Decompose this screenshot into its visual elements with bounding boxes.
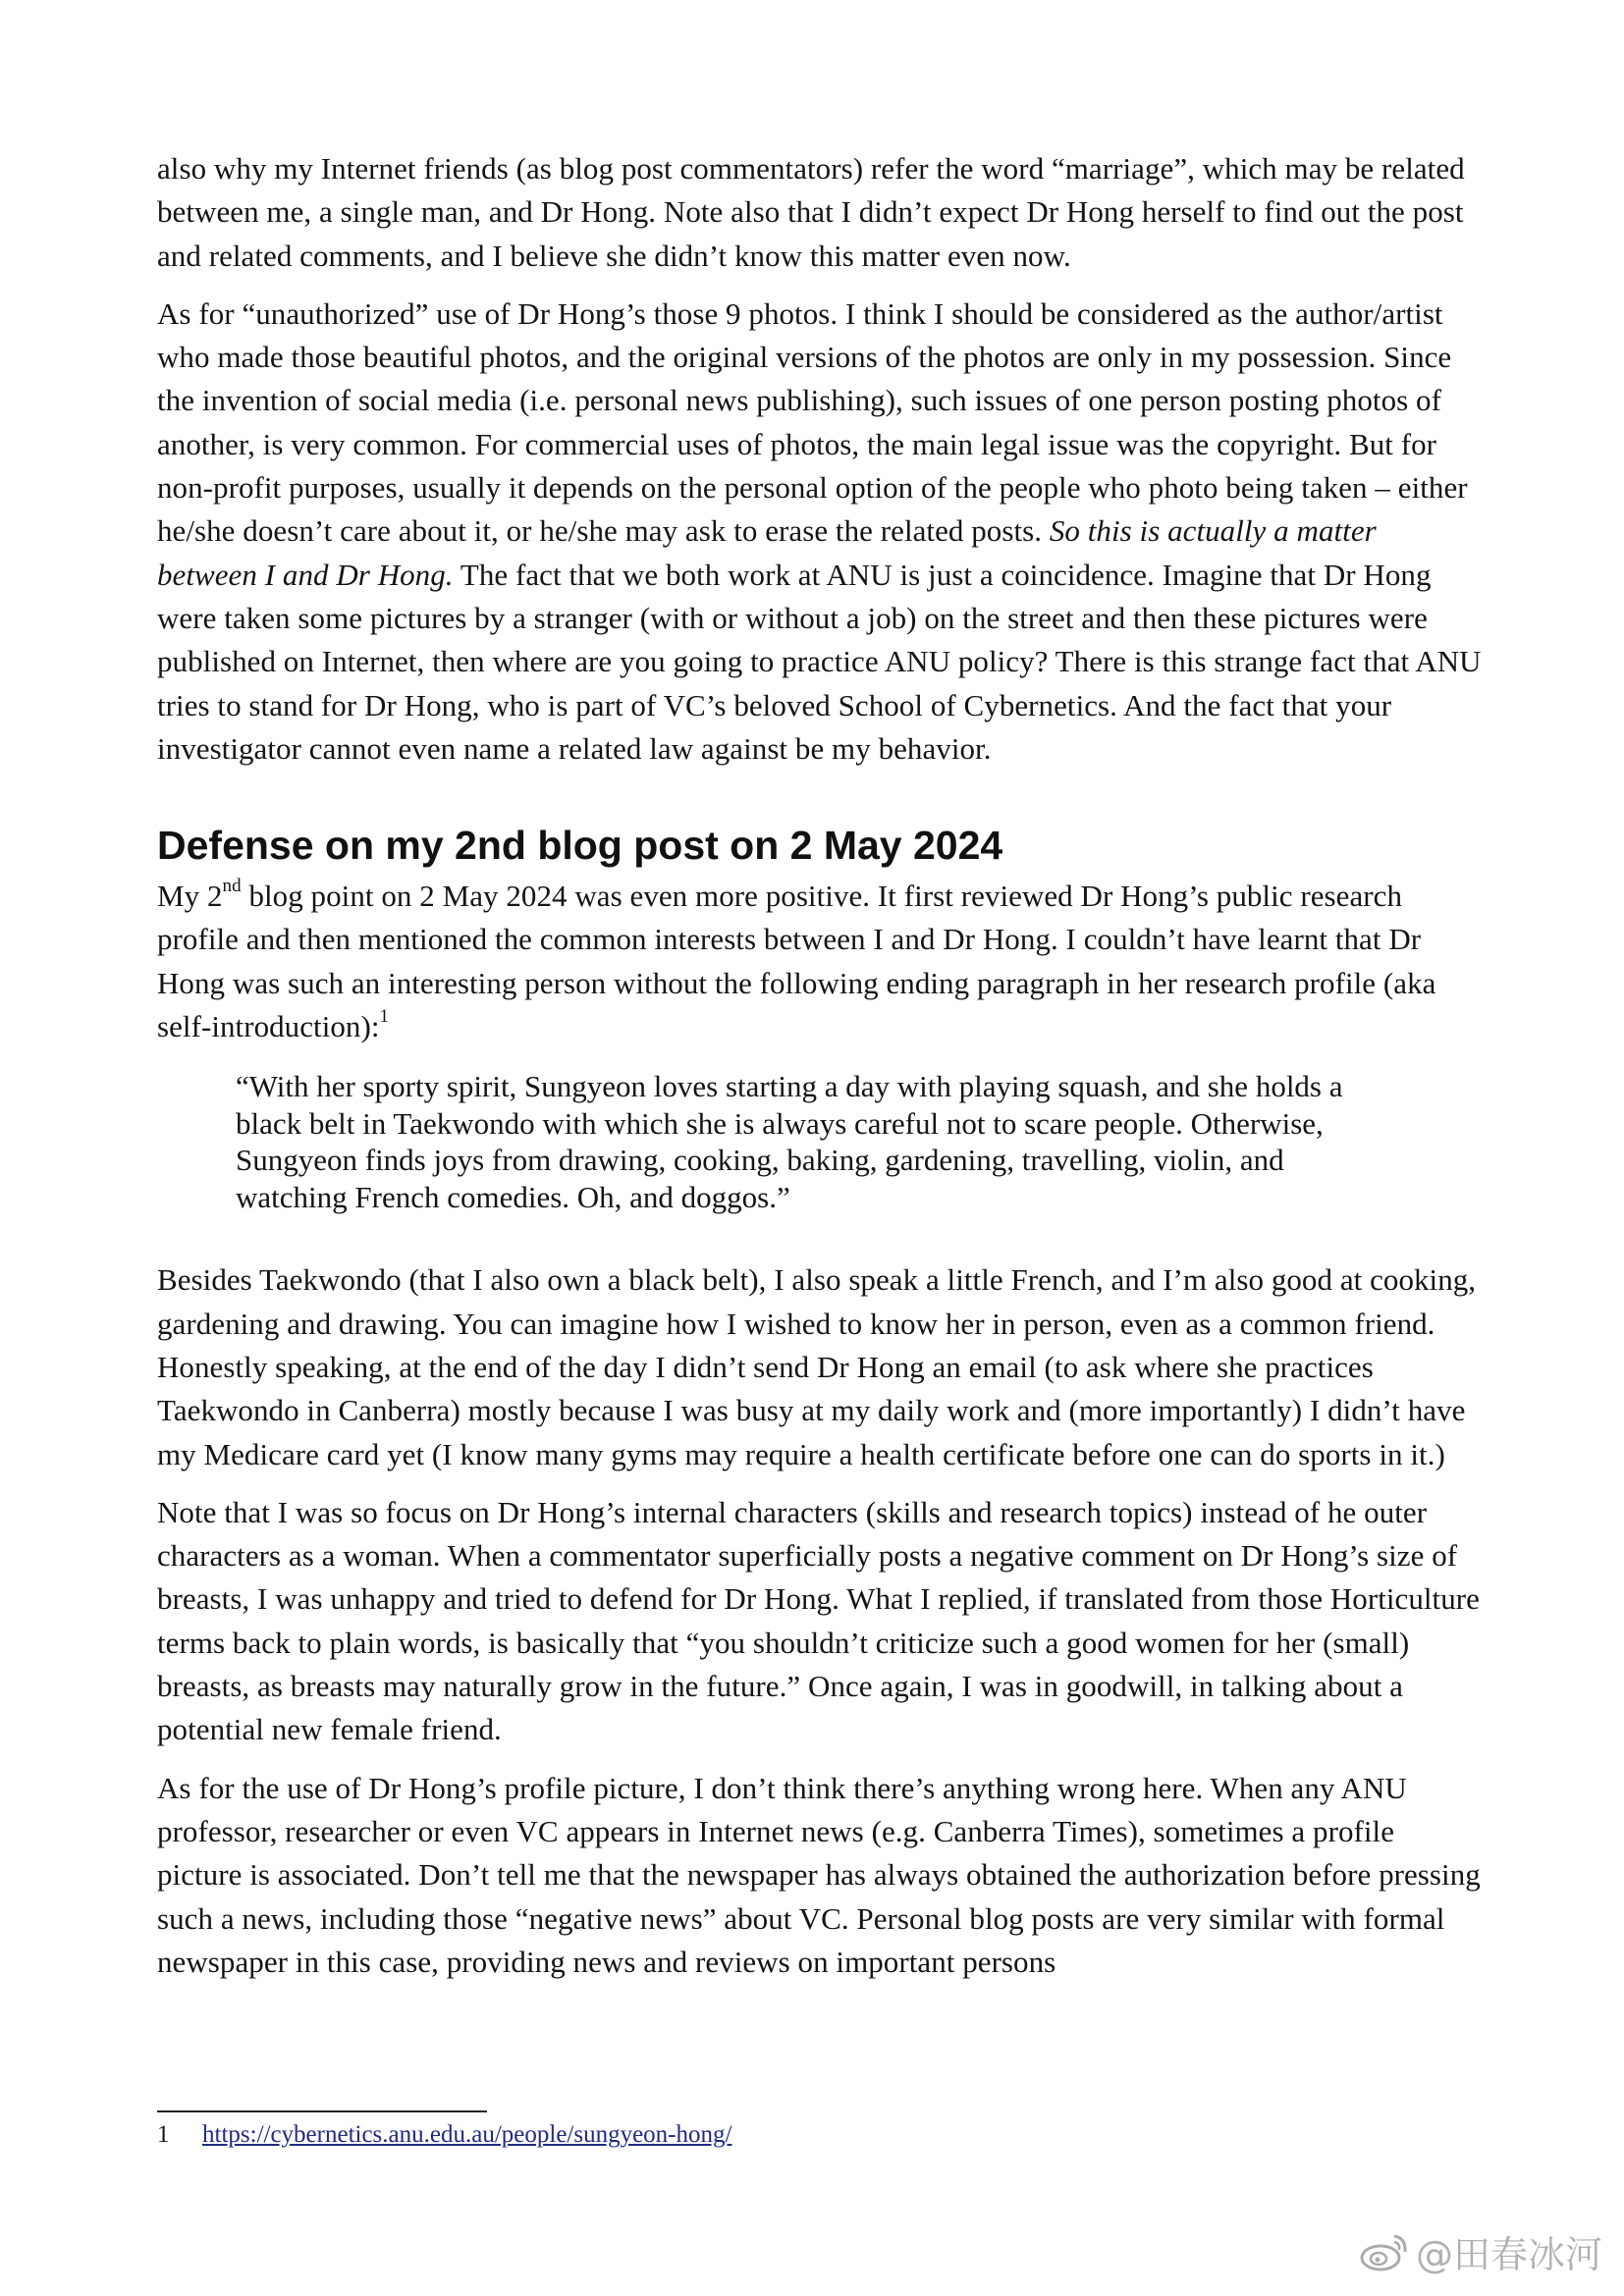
paragraph-second-post xyxy=(157,875,1483,1048)
footnote-link[interactable]: https://cybernetics.anu.edu.au/people/sungyeon-hong/ xyxy=(202,2121,732,2148)
footnote-divider xyxy=(157,2110,487,2112)
profile-quote: “With her sporty spirit, Sungyeon loves starting a day with playing squash, and she holds a black belt in Taekwondo with which she is always careful not to scare people. Otherwise, Sungyeon finds joys from drawing, cooking, baking, gardening, travelling, violin, and watching French comedies. Oh, and doggos.” xyxy=(236,1069,1343,1214)
paragraph-internal-characters: Note that I was so focus on Dr Hong’s internal characters (skills and research topics) instead of he outer characters as a woman. When a commentator superficially posts a negative comment on Dr Hong’s size of breasts, I was unhappy and tried to defend for Dr Hong. What I replied, if translated from those Horticulture terms back to plain words, is basically that “you shouldn’t criticize such a good women for her (small) breasts, as breasts may naturally grow in the future.” Once again, I was in goodwill, in talking about a potential new female friend. xyxy=(157,1494,1480,1747)
footnote-reference[interactable]: 1 xyxy=(379,1005,390,1027)
paragraph-profile-picture: As for the use of Dr Hong’s profile picture, I don’t think there’s anything wrong here. When any ANU professor, researcher or even VC appears in Internet news (e.g. Canberra Times), sometimes a profile picture is associated. Don’t tell me that the newspaper has always obtained the authorization before pressing such a news, including those “negative news” about VC. Personal blog posts are very similar with formal newspaper in this case, providing news and reviews on important persons xyxy=(157,1770,1481,1979)
document-page xyxy=(157,147,1483,1999)
footnote-number: 1 xyxy=(157,2121,170,2148)
paragraph-marriage: also why my Internet friends (as blog post commentators) refer the word “marriage”, which may be related between me, a single man, and Dr Hong. Note also that I didn’t expect Dr Hong herself to find out the post and related comments, and I believe she didn’t know this matter even now. xyxy=(157,151,1465,273)
watermark xyxy=(1359,2224,1602,2278)
ordinal-superscript: nd xyxy=(222,875,242,896)
paragraph-photos-text-b: The fact that we both work at ANU is just a coincidence. Imagine that Dr Hong were taken some pictures by a stranger (with or without a job) on the street and then these pictures were published on Internet, then where are you going to practice ANU policy? There is this strange fact that ANU tries to stand for Dr Hong, who is part of VC’s beloved School of Cybernetics. And the fact that your investigator cannot even name a related law against be my behavior. xyxy=(157,557,1482,766)
paragraph-photos-italic: So this is actually a matter between I and Dr Hong. xyxy=(157,513,1377,592)
watermark-text: @田春冰河 xyxy=(1415,2233,1602,2276)
paragraph-second-post-lead: My 2 xyxy=(157,879,223,914)
section-heading: Defense on my 2nd blog post on 2 May 2024 xyxy=(157,823,1003,869)
weibo-logo-icon xyxy=(1359,2230,1410,2273)
paragraph-taekwondo: Besides Taekwondo (that I also own a black belt), I also speak a little French, and I’m also good at cooking, gardening and drawing. You can imagine how I wished to know her in person, even as a common friend. Honestly speaking, at the end of the day I didn’t send Dr Hong an email (to ask where she practices Taekwondo in Canberra) mostly because I was busy at my daily work and (more importantly) I didn’t have my Medicare card yet (I know many gyms may require a health certificate before one can do sports in it.) xyxy=(157,1262,1477,1471)
footnote xyxy=(157,2119,731,2151)
paragraph-second-post-text: blog point on 2 May 2024 was even more positive. It first reviewed Dr Hong’s public research profile and then mentioned the common interests between I and Dr Hong. I couldn’t have learnt that Dr Hong was such an interesting person without the following ending paragraph in her research profile (aka self-introduction): xyxy=(157,879,1436,1044)
paragraph-photos-text-a: As for “unauthorized” use of Dr Hong’s those 9 photos. I think I should be considered as the author/artist who made those beautiful photos, and the original versions of the photos are only in my possession. Since the invention of social media (i.e. personal news publishing), such issues of one person posting photos of another, is very common. For commercial uses of photos, the main legal issue was the copyright. But for non-profit purposes, usually it depends on the personal option of the people who photo being taken – either he/she doesn’t care about it, or he/she may ask to erase the related posts. xyxy=(157,295,1468,549)
paragraph-photos xyxy=(157,293,1483,771)
